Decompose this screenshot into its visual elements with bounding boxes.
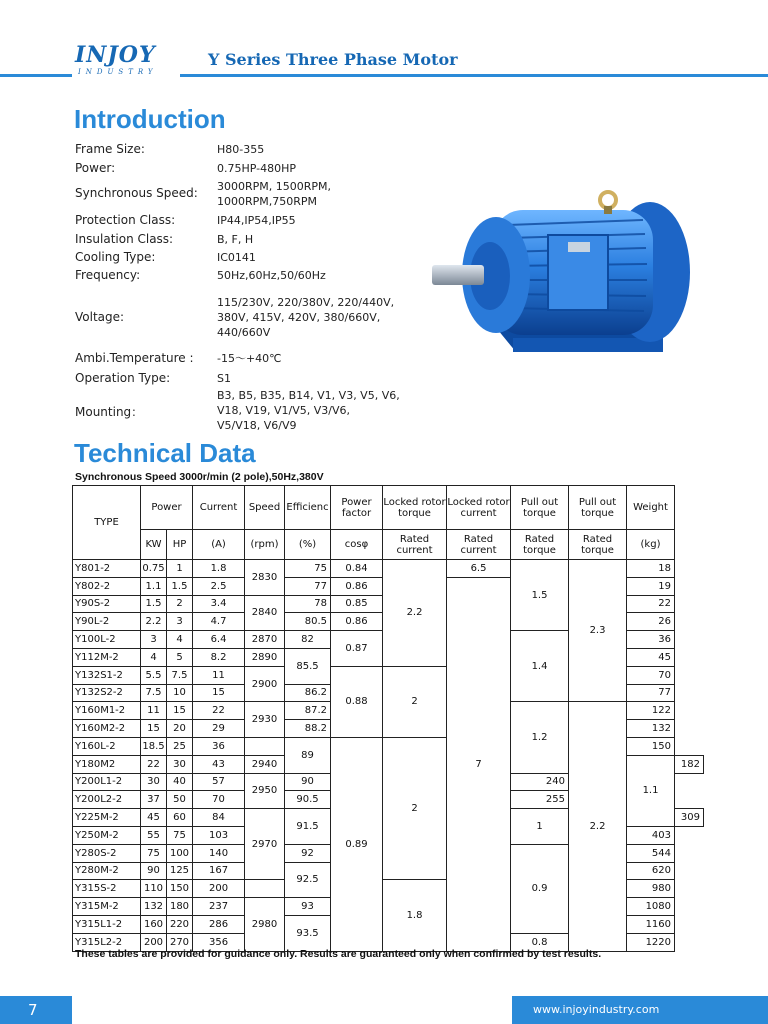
unit-speed: (rpm) — [245, 530, 285, 560]
cell-power-factor: 0.86 — [331, 577, 383, 595]
cell-type: Y160M2-2 — [73, 720, 141, 738]
cell-hp: 150 — [167, 880, 193, 898]
cell-pullout: 0.9 — [511, 844, 569, 933]
cell-type: Y802-2 — [73, 577, 141, 595]
injoy-logo — [72, 42, 180, 82]
header-locked-rotor-current: Locked rotor current — [447, 486, 511, 530]
spec-label-voltage: Voltage: — [75, 310, 125, 324]
cell-type: Y315L2-2 — [73, 933, 141, 951]
cell-type: Y160L-2 — [73, 737, 141, 755]
cell-efficiency: 77 — [285, 577, 331, 595]
unit-rated-current-2: Rated current — [447, 530, 511, 560]
cell-pullout: 1.5 — [511, 560, 569, 631]
spec-label-frame-size: Frame Size: — [75, 142, 145, 156]
cell-current: 36 — [193, 737, 245, 755]
cell-speed: 2930 — [245, 702, 285, 738]
cell-kw: 90 — [141, 862, 167, 880]
cell-hp: 5 — [167, 648, 193, 666]
unit-power-factor: cosφ — [331, 530, 383, 560]
motor-image — [428, 180, 706, 368]
unit-current: (A) — [193, 530, 245, 560]
cell-kw: 5.5 — [141, 666, 167, 684]
document-title: Y Series Three Phase Motor — [200, 50, 466, 69]
spec-label-insulation-class: Insulation Class: — [75, 232, 174, 246]
spec-label-power: Power: — [75, 161, 116, 175]
cell-locked-torque: 2 — [383, 737, 447, 879]
cell-efficiency: 93.5 — [285, 915, 331, 951]
spec-label-operation-type: Operation Type: — [75, 371, 171, 385]
cell-hp: 180 — [167, 898, 193, 916]
cell-current: 1.8 — [193, 560, 245, 578]
cell-speed: 2890 — [245, 648, 285, 666]
unit-rated-torque: Rated torque — [511, 530, 569, 560]
cell-current: 3.4 — [193, 595, 245, 613]
unit-hp: HP — [167, 530, 193, 560]
cell-power-factor: 0.89 — [331, 737, 383, 951]
cell-kw: 3 — [141, 631, 167, 649]
cell-efficiency: 86.2 — [285, 684, 331, 702]
cell-pullout-2: 2.3 — [569, 560, 627, 702]
cell-pullout-2: 2.2 — [569, 702, 627, 951]
page-header — [0, 40, 768, 85]
technical-data-heading: Technical Data — [74, 438, 256, 468]
cell-current: 356 — [193, 933, 245, 951]
cell-hp: 125 — [167, 862, 193, 880]
header-power-factor: Power factor — [331, 486, 383, 530]
cell-efficiency: 90.5 — [285, 791, 331, 809]
cell-hp: 15 — [167, 702, 193, 720]
cell-type: Y160M1-2 — [73, 702, 141, 720]
cell-power-factor: 0.84 — [331, 560, 383, 578]
cell-current: 70 — [193, 791, 245, 809]
cell-locked-current: 6.5 — [447, 560, 511, 578]
unit-kw: KW — [141, 530, 167, 560]
cell-pullout: 1.2 — [511, 702, 569, 773]
cell-kw: 1.5 — [141, 595, 167, 613]
cell-type: Y280S-2 — [73, 844, 141, 862]
cell-type: Y100L-2 — [73, 631, 141, 649]
spec-value-insulation-class: B, F, H — [217, 233, 254, 246]
cell-speed: 2830 — [245, 560, 285, 596]
cell-current: 43 — [193, 755, 245, 773]
cell-weight: 22 — [627, 595, 675, 613]
spec-value-frame-size: H80-355 — [217, 143, 265, 156]
cell-kw: 7.5 — [141, 684, 167, 702]
cell-speed: 2950 — [245, 773, 285, 809]
cell-weight: 182 — [675, 755, 704, 773]
spec-value-ambient-temperature: -15～+40℃ — [217, 352, 282, 365]
cell-current: 29 — [193, 720, 245, 738]
header-pull-out-torque-2: Pull out torque — [569, 486, 627, 530]
cell-hp: 3 — [167, 613, 193, 631]
cell-speed: 2900 — [245, 666, 285, 702]
cell-speed: 2940 — [245, 755, 285, 773]
cell-power-factor: 0.86 — [331, 613, 383, 631]
cell-speed: 2870 — [245, 631, 285, 649]
cell-efficiency: 75 — [285, 560, 331, 578]
cell-speed: 2840 — [245, 595, 285, 631]
cell-efficiency: 87.2 — [285, 702, 331, 720]
cell-type: Y315L1-2 — [73, 915, 141, 933]
cell-locked-torque: 2.2 — [383, 560, 447, 667]
cell-speed: 2980 — [245, 898, 285, 951]
cell-power-factor: 0.88 — [331, 666, 383, 737]
unit-efficiency: (%) — [285, 530, 331, 560]
cell-hp: 50 — [167, 791, 193, 809]
cell-efficiency: 89 — [285, 737, 331, 773]
cell-efficiency: 90 — [285, 773, 331, 791]
cell-kw: 18.5 — [141, 737, 167, 755]
spec-value-power: 0.75HP-480HP — [217, 162, 297, 175]
page-number: 7 — [0, 996, 72, 1024]
spec-label-mounting: Mounting： — [75, 405, 144, 419]
logo-subtext: INDUSTRY — [78, 68, 158, 76]
cell-kw: 160 — [141, 915, 167, 933]
spec-label-ambient-temperature: Ambi.Temperature : — [75, 351, 194, 365]
cell-locked-torque: 1.8 — [383, 880, 447, 951]
cell-current: 22 — [193, 702, 245, 720]
cell-efficiency: 88.2 — [285, 720, 331, 738]
cell-type: Y200L1-2 — [73, 773, 141, 791]
cell-kw: 132 — [141, 898, 167, 916]
cell-kw: 110 — [141, 880, 167, 898]
header-speed: Speed — [245, 486, 285, 530]
cell-power-factor: 0.87 — [331, 631, 383, 667]
cell-hp: 25 — [167, 737, 193, 755]
spec-value-operation-type: S1 — [217, 372, 231, 385]
cell-kw: 4 — [141, 648, 167, 666]
cell-kw: 15 — [141, 720, 167, 738]
cell-hp: 10 — [167, 684, 193, 702]
cell-type: Y801-2 — [73, 560, 141, 578]
cell-hp: 270 — [167, 933, 193, 951]
cell-hp: 75 — [167, 826, 193, 844]
cell-current: 15 — [193, 684, 245, 702]
cell-pullout: 1.4 — [511, 631, 569, 702]
cell-current: 11 — [193, 666, 245, 684]
cell-weight: 980 — [627, 880, 675, 898]
header-type: TYPE — [73, 486, 141, 560]
cell-weight: 77 — [627, 684, 675, 702]
cell-current: 6.4 — [193, 631, 245, 649]
cell-weight: 255 — [511, 791, 569, 809]
cell-current: 84 — [193, 809, 245, 827]
cell-current: 2.5 — [193, 577, 245, 595]
table-header-row — [73, 486, 704, 530]
cell-hp: 40 — [167, 773, 193, 791]
cell-weight: 240 — [511, 773, 569, 791]
cell-hp: 100 — [167, 844, 193, 862]
cell-speed — [245, 880, 285, 898]
cell-weight: 1160 — [627, 915, 675, 933]
cell-weight: 150 — [627, 737, 675, 755]
cell-efficiency: 92 — [285, 844, 331, 862]
cell-efficiency: 82 — [285, 631, 331, 649]
cell-kw: 2.2 — [141, 613, 167, 631]
cell-kw: 0.75 — [141, 560, 167, 578]
cell-kw: 1.1 — [141, 577, 167, 595]
header-locked-rotor-torque: Locked rotor torque — [383, 486, 447, 530]
cell-current: 57 — [193, 773, 245, 791]
cell-weight: 26 — [627, 613, 675, 631]
unit-rated-current: Rated current — [383, 530, 447, 560]
cell-kw: 55 — [141, 826, 167, 844]
website-link[interactable]: www.injoyindustry.com — [512, 996, 768, 1024]
cell-weight: 122 — [627, 702, 675, 720]
cell-current: 103 — [193, 826, 245, 844]
spec-value-synchronous-speed: 3000RPM, 1500RPM, 1000RPM,750RPM — [217, 180, 332, 208]
cell-weight: 70 — [627, 666, 675, 684]
cell-weight: 36 — [627, 631, 675, 649]
cell-hp: 30 — [167, 755, 193, 773]
table-row — [73, 560, 704, 578]
cell-type: Y315S-2 — [73, 880, 141, 898]
cell-hp: 20 — [167, 720, 193, 738]
spec-value-cooling-type: IC0141 — [217, 251, 256, 264]
cell-current: 237 — [193, 898, 245, 916]
header-power: Power — [141, 486, 193, 530]
cell-efficiency: 78 — [285, 595, 331, 613]
cell-weight: 1220 — [627, 933, 675, 951]
cell-current: 140 — [193, 844, 245, 862]
spec-value-voltage: 115/230V, 220/380V, 220/440V, 380V, 415V, 420V, 380/660V, 440/660V — [217, 296, 395, 339]
cell-type: Y200L2-2 — [73, 791, 141, 809]
cell-current: 200 — [193, 880, 245, 898]
cell-weight: 18 — [627, 560, 675, 578]
cell-hp: 7.5 — [167, 666, 193, 684]
cell-hp: 1 — [167, 560, 193, 578]
cell-type: Y225M-2 — [73, 809, 141, 827]
cell-power-factor: 0.85 — [331, 595, 383, 613]
cell-type: Y112M-2 — [73, 648, 141, 666]
cell-efficiency: 92.5 — [285, 862, 331, 898]
logo-text: INJOY — [75, 42, 156, 68]
cell-weight: 620 — [627, 862, 675, 880]
table-footnote: These tables are provided for guidance only. Results are guaranteed only when confirmed by test results. — [75, 948, 602, 960]
cell-hp: 1.5 — [167, 577, 193, 595]
spec-value-frequency: 50Hz,60Hz,50/60Hz — [217, 269, 326, 282]
cell-kw: 11 — [141, 702, 167, 720]
cell-speed: 2970 — [245, 809, 285, 880]
header-current: Current — [193, 486, 245, 530]
cell-type: Y315M-2 — [73, 898, 141, 916]
cell-weight: 45 — [627, 648, 675, 666]
cell-kw: 22 — [141, 755, 167, 773]
header-efficiency: Efficienc — [285, 486, 331, 530]
cell-pullout: 0.8 — [511, 933, 569, 951]
cell-current: 167 — [193, 862, 245, 880]
cell-weight: 403 — [627, 826, 675, 844]
cell-locked-torque: 2 — [383, 666, 447, 737]
cell-kw: 200 — [141, 933, 167, 951]
unit-weight: (kg) — [627, 530, 675, 560]
technical-data-table — [72, 485, 704, 952]
cell-speed — [245, 737, 285, 755]
cell-kw: 75 — [141, 844, 167, 862]
spec-value-mounting: B3, B5, B35, B14, V1, V3, V5, V6, V18, V19, V1/V5, V3/V6, V5/V18, V6/V9 — [217, 389, 400, 432]
cell-type: Y90L-2 — [73, 613, 141, 631]
cell-type: Y180M2 — [73, 755, 141, 773]
spec-value-protection-class: IP44,IP54,IP55 — [217, 214, 296, 227]
cell-hp: 4 — [167, 631, 193, 649]
spec-label-protection-class: Protection Class: — [75, 213, 176, 227]
cell-type: Y250M-2 — [73, 826, 141, 844]
cell-kw: 45 — [141, 809, 167, 827]
cell-type: Y132S2-2 — [73, 684, 141, 702]
spec-label-cooling-type: Cooling Type: — [75, 250, 156, 264]
cell-weight: 19 — [627, 577, 675, 595]
cell-current: 4.7 — [193, 613, 245, 631]
unit-rated-torque-2: Rated torque — [569, 530, 627, 560]
cell-pullout: 1 — [511, 809, 569, 845]
cell-kw: 37 — [141, 791, 167, 809]
table-subtitle: Synchronous Speed 3000r/min (2 pole),50Hz,380V — [75, 471, 324, 483]
cell-weight: 132 — [627, 720, 675, 738]
cell-efficiency: 80.5 — [285, 613, 331, 631]
cell-locked-current: 7 — [447, 577, 511, 951]
header-weight: Weight — [627, 486, 675, 530]
cell-type: Y280M-2 — [73, 862, 141, 880]
cell-weight: 1080 — [627, 898, 675, 916]
cell-hp: 60 — [167, 809, 193, 827]
cell-hp: 220 — [167, 915, 193, 933]
cell-weight: 309 — [675, 809, 704, 827]
cell-efficiency: 93 — [285, 898, 331, 916]
cell-efficiency: 85.5 — [285, 648, 331, 684]
header-pull-out-torque: Pull out torque — [511, 486, 569, 530]
cell-type: Y132S1-2 — [73, 666, 141, 684]
cell-hp: 2 — [167, 595, 193, 613]
cell-weight: 544 — [627, 844, 675, 862]
cell-current: 8.2 — [193, 648, 245, 666]
introduction-heading: Introduction — [74, 104, 226, 134]
spec-label-frequency: Frequency: — [75, 268, 141, 282]
cell-kw: 30 — [141, 773, 167, 791]
cell-efficiency: 91.5 — [285, 809, 331, 845]
cell-pullout: 1.1 — [627, 755, 675, 826]
table-unit-row — [73, 530, 704, 560]
cell-current: 286 — [193, 915, 245, 933]
cell-type: Y90S-2 — [73, 595, 141, 613]
spec-label-synchronous-speed: Synchronous Speed: — [75, 186, 198, 200]
